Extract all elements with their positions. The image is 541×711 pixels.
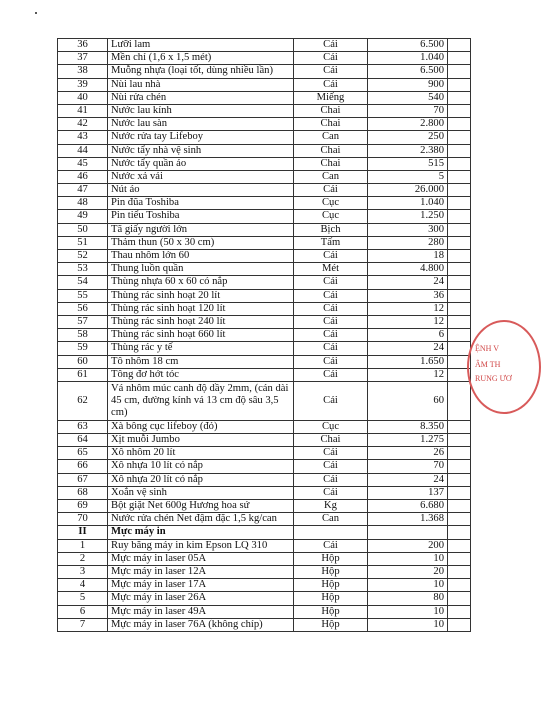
table-row bbox=[58, 315, 471, 328]
blank-cell bbox=[448, 263, 471, 276]
scan-speck bbox=[35, 12, 37, 14]
item-name: Xô nhôm 20 lít bbox=[108, 447, 294, 460]
blank-cell bbox=[448, 197, 471, 210]
quantity-cell: 6 bbox=[368, 329, 448, 342]
item-name: Xô nhựa 20 lít có nắp bbox=[108, 473, 294, 486]
unit-cell: Chai bbox=[294, 157, 368, 170]
row-number: 43 bbox=[58, 131, 108, 144]
quantity-cell: 280 bbox=[368, 236, 448, 249]
unit-cell: Cái bbox=[294, 447, 368, 460]
quantity-cell: 6.500 bbox=[368, 65, 448, 78]
unit-cell: Kg bbox=[294, 500, 368, 513]
blank-cell bbox=[448, 78, 471, 91]
row-number: 55 bbox=[58, 289, 108, 302]
item-name: Xà bông cục lifeboy (đỏ) bbox=[108, 420, 294, 433]
table-row bbox=[58, 131, 471, 144]
row-number: 54 bbox=[58, 276, 108, 289]
row-number: 37 bbox=[58, 52, 108, 65]
blank-cell bbox=[448, 526, 471, 539]
row-number: 52 bbox=[58, 250, 108, 263]
item-name: Nước rửa chén Net đậm đặc 1,5 kg/can bbox=[108, 513, 294, 526]
table-row bbox=[58, 223, 471, 236]
table-row bbox=[58, 289, 471, 302]
row-number: 42 bbox=[58, 118, 108, 131]
quantity-cell: 515 bbox=[368, 157, 448, 170]
items-table-body bbox=[58, 39, 471, 632]
quantity-cell: 540 bbox=[368, 91, 448, 104]
blank-cell bbox=[448, 486, 471, 499]
item-name: Mực máy in laser 76A (không chíp) bbox=[108, 618, 294, 631]
item-name: Mực máy in laser 12A bbox=[108, 565, 294, 578]
items-table bbox=[57, 38, 471, 632]
table-row bbox=[58, 355, 471, 368]
item-name: Nút áo bbox=[108, 184, 294, 197]
table-row bbox=[58, 236, 471, 249]
blank-cell bbox=[448, 447, 471, 460]
table-row bbox=[58, 381, 471, 420]
unit-cell: Bịch bbox=[294, 223, 368, 236]
row-number: 40 bbox=[58, 91, 108, 104]
quantity-cell: 24 bbox=[368, 342, 448, 355]
quantity-cell: 12 bbox=[368, 368, 448, 381]
unit-cell: Cái bbox=[294, 381, 368, 420]
item-name: Xịt muỗi Jumbo bbox=[108, 434, 294, 447]
quantity-cell: 2.380 bbox=[368, 144, 448, 157]
blank-cell bbox=[448, 91, 471, 104]
unit-cell: Mét bbox=[294, 263, 368, 276]
unit-cell: Cái bbox=[294, 52, 368, 65]
item-name: Thau nhôm lớn 60 bbox=[108, 250, 294, 263]
quantity-cell: 250 bbox=[368, 131, 448, 144]
stamp-text-line: ÂM TH bbox=[475, 360, 501, 369]
blank-cell bbox=[448, 513, 471, 526]
row-number: 6 bbox=[58, 605, 108, 618]
item-name: Mực máy in laser 26A bbox=[108, 592, 294, 605]
blank-cell bbox=[448, 539, 471, 552]
table-row bbox=[58, 420, 471, 433]
quantity-cell: 6.500 bbox=[368, 39, 448, 52]
unit-cell: Cục bbox=[294, 420, 368, 433]
unit-cell: Chai bbox=[294, 104, 368, 117]
unit-cell: Chai bbox=[294, 434, 368, 447]
blank-cell bbox=[448, 329, 471, 342]
blank-cell bbox=[448, 184, 471, 197]
row-number: 49 bbox=[58, 210, 108, 223]
row-number: II bbox=[58, 526, 108, 539]
row-number: 47 bbox=[58, 184, 108, 197]
unit-cell: Cái bbox=[294, 329, 368, 342]
item-name: Nước tẩy nhà vệ sinh bbox=[108, 144, 294, 157]
row-number: 67 bbox=[58, 473, 108, 486]
item-name: Nước rửa tay Lifeboy bbox=[108, 131, 294, 144]
item-name: Mực máy in laser 49A bbox=[108, 605, 294, 618]
item-name: Thùng rác y tế bbox=[108, 342, 294, 355]
table-row bbox=[58, 539, 471, 552]
table-row bbox=[58, 157, 471, 170]
blank-cell bbox=[448, 315, 471, 328]
unit-cell: Cái bbox=[294, 65, 368, 78]
row-number: 39 bbox=[58, 78, 108, 91]
item-name: Ruy băng máy in kim Epson LQ 310 bbox=[108, 539, 294, 552]
table-row bbox=[58, 486, 471, 499]
row-number: 57 bbox=[58, 315, 108, 328]
quantity-cell: 18 bbox=[368, 250, 448, 263]
unit-cell: Cái bbox=[294, 184, 368, 197]
item-name: Xoắn vệ sinh bbox=[108, 486, 294, 499]
quantity-cell: 12 bbox=[368, 315, 448, 328]
blank-cell bbox=[448, 65, 471, 78]
row-number: 60 bbox=[58, 355, 108, 368]
row-number: 50 bbox=[58, 223, 108, 236]
table-row bbox=[58, 434, 471, 447]
table-row bbox=[58, 52, 471, 65]
table-row bbox=[58, 65, 471, 78]
table-row bbox=[58, 368, 471, 381]
table-row bbox=[58, 618, 471, 631]
quantity-cell: 26.000 bbox=[368, 184, 448, 197]
item-name: Nước xả vải bbox=[108, 170, 294, 183]
blank-cell bbox=[448, 500, 471, 513]
item-name: Tô nhôm 18 cm bbox=[108, 355, 294, 368]
row-number: 68 bbox=[58, 486, 108, 499]
item-name: Thùng rác sinh hoạt 20 lít bbox=[108, 289, 294, 302]
table-row bbox=[58, 552, 471, 565]
row-number: 51 bbox=[58, 236, 108, 249]
blank-cell bbox=[448, 118, 471, 131]
item-name: Thùng nhựa 60 x 60 có nắp bbox=[108, 276, 294, 289]
item-name: Thùng rác sinh hoạt 660 lít bbox=[108, 329, 294, 342]
item-name: Thung luồn quần bbox=[108, 263, 294, 276]
row-number: 59 bbox=[58, 342, 108, 355]
unit-cell: Cái bbox=[294, 355, 368, 368]
stamp-text-line: ỆNH V bbox=[475, 344, 500, 353]
table-row bbox=[58, 276, 471, 289]
row-number: 3 bbox=[58, 565, 108, 578]
quantity-cell bbox=[368, 526, 448, 539]
unit-cell: Can bbox=[294, 131, 368, 144]
quantity-cell: 200 bbox=[368, 539, 448, 552]
unit-cell: Cái bbox=[294, 486, 368, 499]
row-number: 62 bbox=[58, 381, 108, 420]
blank-cell bbox=[448, 552, 471, 565]
table-row bbox=[58, 78, 471, 91]
quantity-cell: 70 bbox=[368, 460, 448, 473]
blank-cell bbox=[448, 420, 471, 433]
unit-cell: Tấm bbox=[294, 236, 368, 249]
blank-cell bbox=[448, 605, 471, 618]
row-number: 38 bbox=[58, 65, 108, 78]
unit-cell: Chai bbox=[294, 118, 368, 131]
unit-cell: Cái bbox=[294, 39, 368, 52]
row-number: 7 bbox=[58, 618, 108, 631]
stamp-text-line: RUNG ƯƠ bbox=[475, 374, 512, 383]
blank-cell bbox=[448, 592, 471, 605]
row-number: 64 bbox=[58, 434, 108, 447]
unit-cell: Cái bbox=[294, 250, 368, 263]
item-name: Nước lau sàn bbox=[108, 118, 294, 131]
unit-cell: Cái bbox=[294, 315, 368, 328]
red-seal-stamp bbox=[467, 320, 541, 414]
blank-cell bbox=[448, 302, 471, 315]
blank-cell bbox=[448, 170, 471, 183]
table-row bbox=[58, 118, 471, 131]
item-name: Thảm thun (50 x 30 cm) bbox=[108, 236, 294, 249]
unit-cell: Cái bbox=[294, 289, 368, 302]
quantity-cell: 1.250 bbox=[368, 210, 448, 223]
item-name: Mực máy in bbox=[108, 526, 294, 539]
quantity-cell: 1.275 bbox=[368, 434, 448, 447]
blank-cell bbox=[448, 210, 471, 223]
item-name: Nùi rửa chén bbox=[108, 91, 294, 104]
quantity-cell: 12 bbox=[368, 302, 448, 315]
table-row bbox=[58, 210, 471, 223]
unit-cell: Hộp bbox=[294, 565, 368, 578]
table-row bbox=[58, 263, 471, 276]
quantity-cell: 26 bbox=[368, 447, 448, 460]
blank-cell bbox=[448, 381, 471, 420]
quantity-cell: 8.350 bbox=[368, 420, 448, 433]
item-name: Lưỡi lam bbox=[108, 39, 294, 52]
unit-cell: Cục bbox=[294, 197, 368, 210]
table-row bbox=[58, 329, 471, 342]
row-number: 1 bbox=[58, 539, 108, 552]
unit-cell: Hộp bbox=[294, 618, 368, 631]
unit-cell: Hộp bbox=[294, 605, 368, 618]
item-name: Xô nhựa 10 lít có nắp bbox=[108, 460, 294, 473]
quantity-cell: 70 bbox=[368, 104, 448, 117]
item-name: Tã giấy người lớn bbox=[108, 223, 294, 236]
blank-cell bbox=[448, 39, 471, 52]
unit-cell: Chai bbox=[294, 144, 368, 157]
quantity-cell: 4.800 bbox=[368, 263, 448, 276]
table-row bbox=[58, 342, 471, 355]
row-number: 48 bbox=[58, 197, 108, 210]
quantity-cell: 60 bbox=[368, 381, 448, 420]
blank-cell bbox=[448, 342, 471, 355]
row-number: 56 bbox=[58, 302, 108, 315]
quantity-cell: 20 bbox=[368, 565, 448, 578]
table-row bbox=[58, 39, 471, 52]
blank-cell bbox=[448, 52, 471, 65]
item-name: Bột giặt Net 600g Hương hoa sứ bbox=[108, 500, 294, 513]
row-number: 53 bbox=[58, 263, 108, 276]
blank-cell bbox=[448, 289, 471, 302]
row-number: 36 bbox=[58, 39, 108, 52]
quantity-cell: 900 bbox=[368, 78, 448, 91]
row-number: 66 bbox=[58, 460, 108, 473]
item-name: Pin đũa Toshiba bbox=[108, 197, 294, 210]
item-name: Mực máy in laser 17A bbox=[108, 579, 294, 592]
quantity-cell: 10 bbox=[368, 579, 448, 592]
blank-cell bbox=[448, 223, 471, 236]
row-number: 44 bbox=[58, 144, 108, 157]
item-name: Pin tiểu Toshiba bbox=[108, 210, 294, 223]
blank-cell bbox=[448, 434, 471, 447]
blank-cell bbox=[448, 236, 471, 249]
unit-cell: Cái bbox=[294, 302, 368, 315]
row-number: 41 bbox=[58, 104, 108, 117]
unit-cell: Can bbox=[294, 513, 368, 526]
item-name: Thùng rác sinh hoạt 240 lít bbox=[108, 315, 294, 328]
item-name: Mền chỉ (1,6 x 1,5 mét) bbox=[108, 52, 294, 65]
quantity-cell: 6.680 bbox=[368, 500, 448, 513]
quantity-cell: 137 bbox=[368, 486, 448, 499]
table-row bbox=[58, 579, 471, 592]
unit-cell: Cục bbox=[294, 210, 368, 223]
item-name: Nước lau kính bbox=[108, 104, 294, 117]
blank-cell bbox=[448, 250, 471, 263]
row-number: 63 bbox=[58, 420, 108, 433]
unit-cell: Hộp bbox=[294, 592, 368, 605]
quantity-cell: 1.368 bbox=[368, 513, 448, 526]
row-number: 69 bbox=[58, 500, 108, 513]
blank-cell bbox=[448, 460, 471, 473]
table-row bbox=[58, 513, 471, 526]
unit-cell: Cái bbox=[294, 342, 368, 355]
item-name: Thùng rác sinh hoạt 120 lít bbox=[108, 302, 294, 315]
table-row bbox=[58, 473, 471, 486]
quantity-cell: 2.800 bbox=[368, 118, 448, 131]
table-row bbox=[58, 170, 471, 183]
table-row bbox=[58, 91, 471, 104]
blank-cell bbox=[448, 276, 471, 289]
table-row bbox=[58, 184, 471, 197]
quantity-cell: 5 bbox=[368, 170, 448, 183]
table-row bbox=[58, 197, 471, 210]
row-number: 70 bbox=[58, 513, 108, 526]
quantity-cell: 1.650 bbox=[368, 355, 448, 368]
unit-cell: Miếng bbox=[294, 91, 368, 104]
blank-cell bbox=[448, 144, 471, 157]
quantity-cell: 1.040 bbox=[368, 52, 448, 65]
row-number: 61 bbox=[58, 368, 108, 381]
unit-cell: Cái bbox=[294, 460, 368, 473]
table-row bbox=[58, 104, 471, 117]
table-row bbox=[58, 250, 471, 263]
unit-cell bbox=[294, 526, 368, 539]
blank-cell bbox=[448, 473, 471, 486]
item-name: Muỗng nhựa (loại tốt, dùng nhiều lần) bbox=[108, 65, 294, 78]
unit-cell: Cái bbox=[294, 368, 368, 381]
blank-cell bbox=[448, 565, 471, 578]
blank-cell bbox=[448, 157, 471, 170]
row-number: 45 bbox=[58, 157, 108, 170]
table-row bbox=[58, 565, 471, 578]
blank-cell bbox=[448, 579, 471, 592]
item-name: Nước tẩy quần áo bbox=[108, 157, 294, 170]
item-name: Nùi lau nhà bbox=[108, 78, 294, 91]
table-row bbox=[58, 460, 471, 473]
unit-cell: Hộp bbox=[294, 552, 368, 565]
quantity-cell: 36 bbox=[368, 289, 448, 302]
item-name: Vá nhôm múc canh độ dầy 2mm, (cán dài 45 cm, đường kính vá 13 cm độ sâu 3,5 cm) bbox=[108, 381, 294, 420]
table-row bbox=[58, 144, 471, 157]
table-row bbox=[58, 592, 471, 605]
item-name: Mực máy in laser 05A bbox=[108, 552, 294, 565]
unit-cell: Cái bbox=[294, 78, 368, 91]
item-name: Tông đơ hớt tóc bbox=[108, 368, 294, 381]
table-row bbox=[58, 447, 471, 460]
unit-cell: Cái bbox=[294, 539, 368, 552]
row-number: 46 bbox=[58, 170, 108, 183]
quantity-cell: 24 bbox=[368, 276, 448, 289]
blank-cell bbox=[448, 618, 471, 631]
quantity-cell: 80 bbox=[368, 592, 448, 605]
quantity-cell: 10 bbox=[368, 552, 448, 565]
blank-cell bbox=[448, 104, 471, 117]
quantity-cell: 300 bbox=[368, 223, 448, 236]
table-row bbox=[58, 302, 471, 315]
quantity-cell: 10 bbox=[368, 618, 448, 631]
unit-cell: Can bbox=[294, 170, 368, 183]
table-row bbox=[58, 605, 471, 618]
row-number: 4 bbox=[58, 579, 108, 592]
quantity-cell: 24 bbox=[368, 473, 448, 486]
blank-cell bbox=[448, 131, 471, 144]
row-number: 58 bbox=[58, 329, 108, 342]
row-number: 5 bbox=[58, 592, 108, 605]
quantity-cell: 1.040 bbox=[368, 197, 448, 210]
row-number: 2 bbox=[58, 552, 108, 565]
unit-cell: Cái bbox=[294, 276, 368, 289]
row-number: 65 bbox=[58, 447, 108, 460]
unit-cell: Cái bbox=[294, 473, 368, 486]
table-row bbox=[58, 500, 471, 513]
section-row bbox=[58, 526, 471, 539]
unit-cell: Hộp bbox=[294, 579, 368, 592]
quantity-cell: 10 bbox=[368, 605, 448, 618]
